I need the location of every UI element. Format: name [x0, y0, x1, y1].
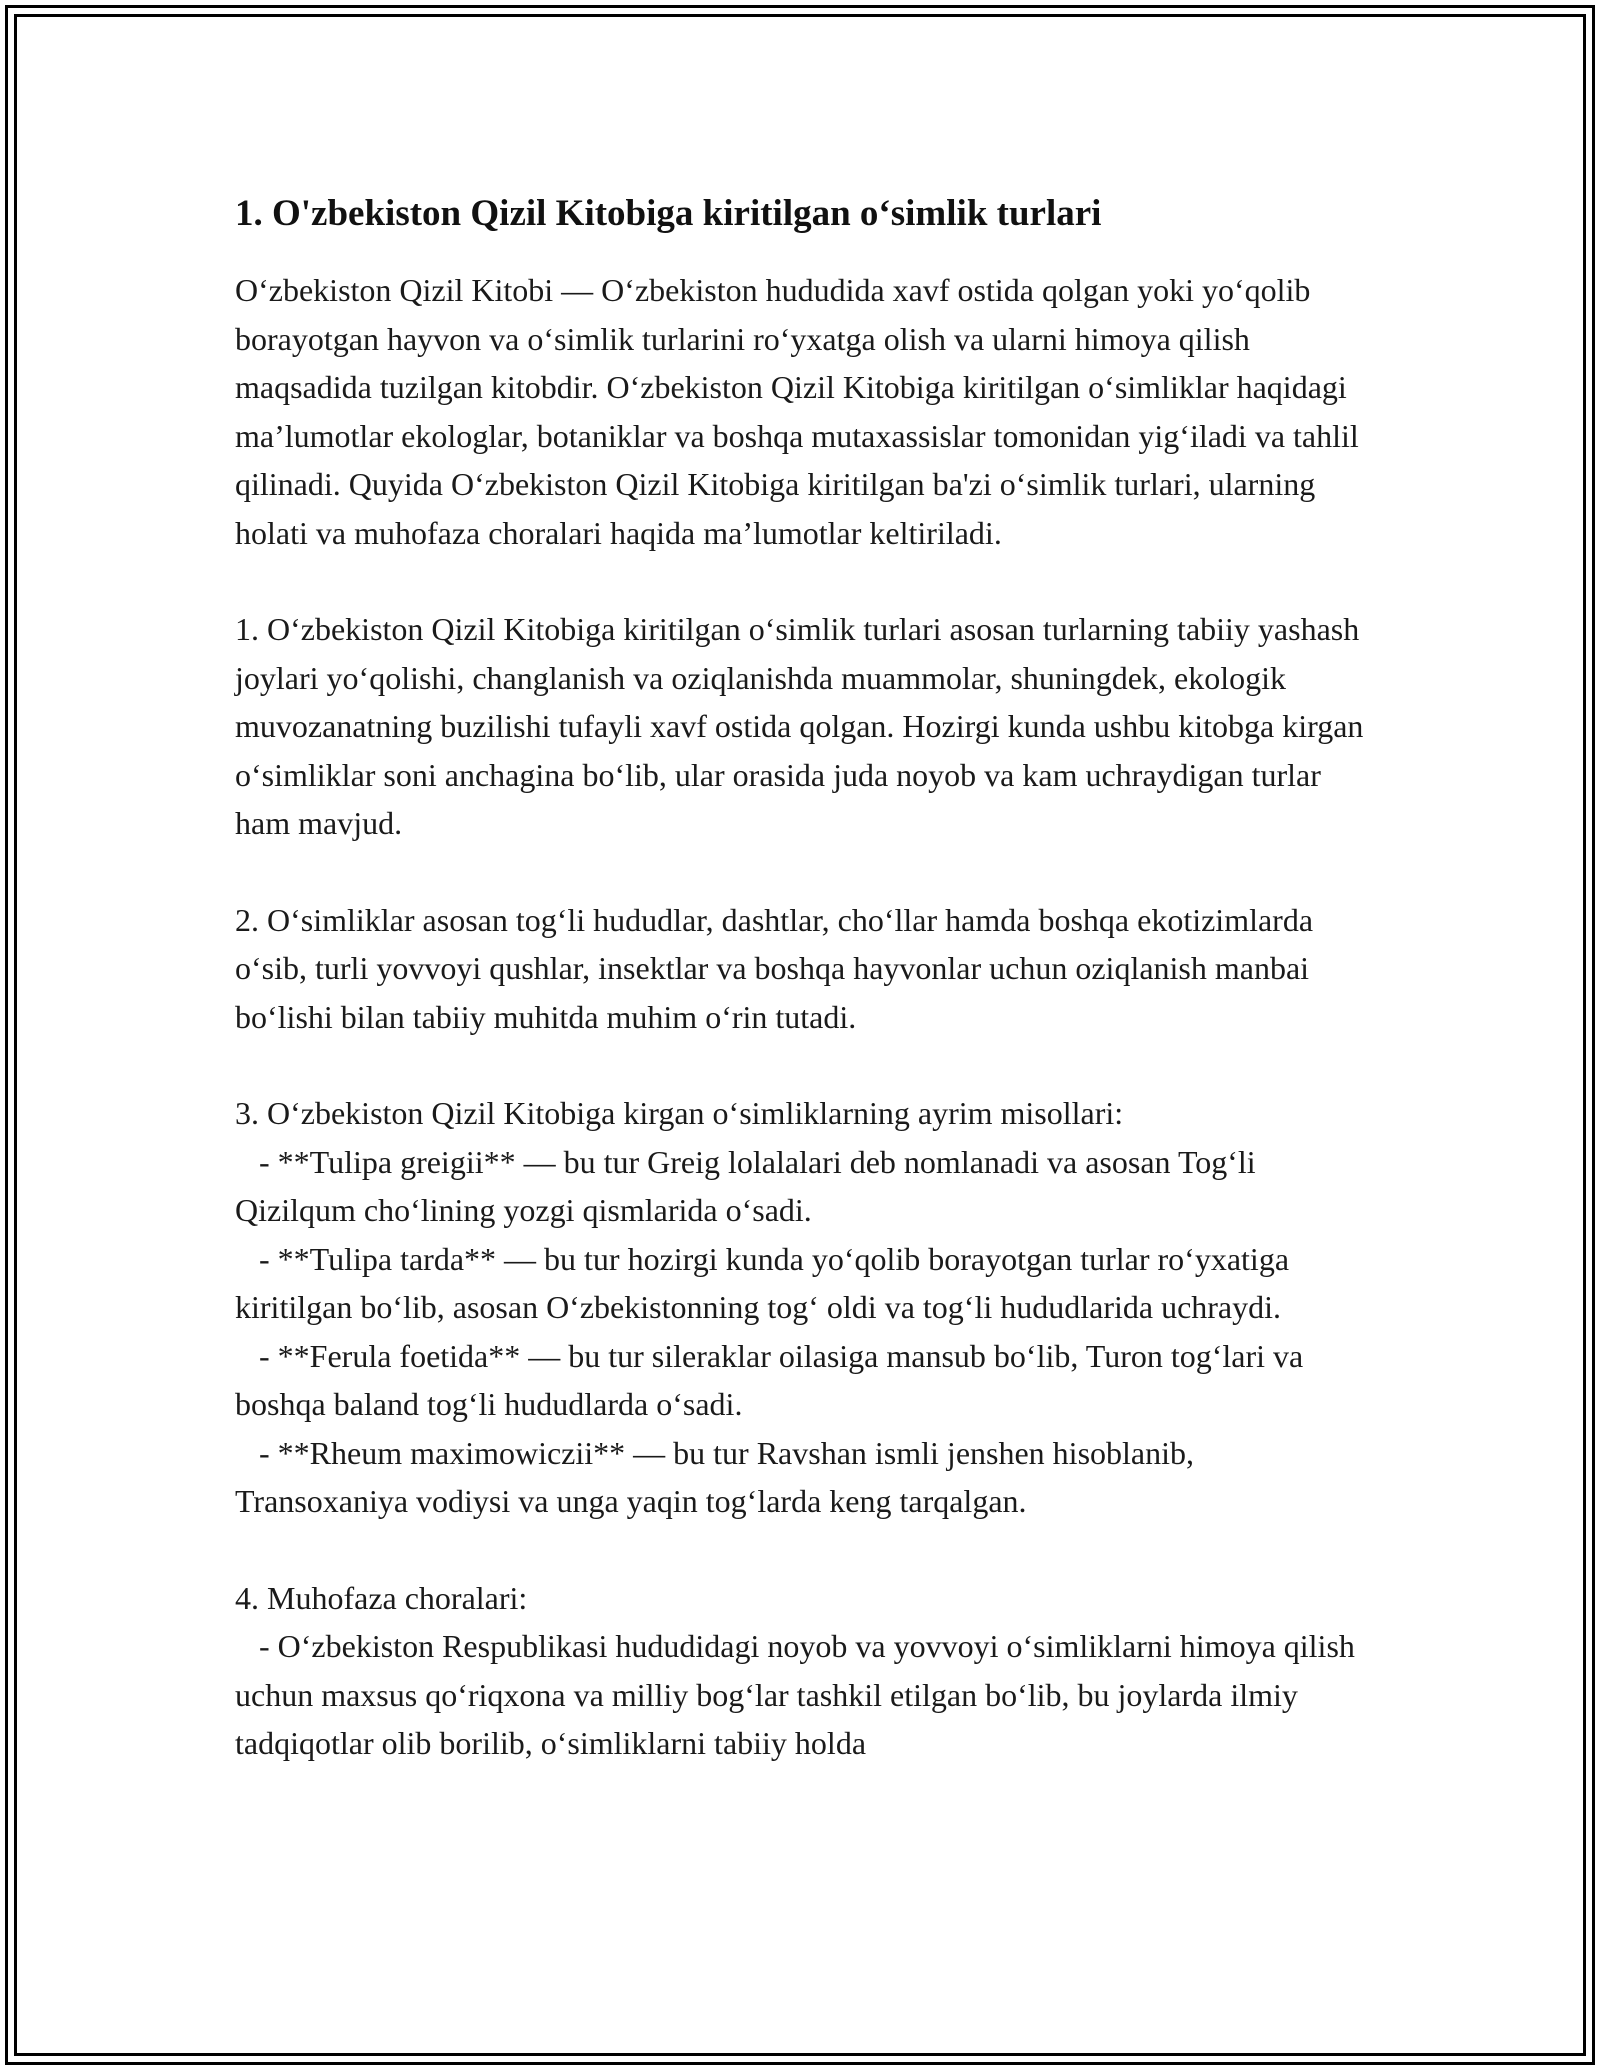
intro-paragraph: O‘zbekiston Qizil Kitobi — O‘zbekiston hududida xavf ostida qolgan yoki yo‘qolib borayotgan hayvon va o‘simlik turlarini ro‘yxatga olish va ularni himoya qilish maqsadida tuzilgan kitobdir. O‘zbekiston Qizil Kitobiga kiritilgan o‘simliklar haqidagi ma’lumotlar ekologlar, botaniklar va boshqa mutaxassislar tomonidan yig‘iladi va tahlil qilinadi. Quyida O‘zbekiston Qizil Kitobiga kiritilgan ba'zi o‘simlik turlari, ularning holati va muhofaza choralari haqida ma’lumotlar keltiriladi. — [235, 272, 1367, 551]
paragraph-spacer — [235, 1041, 1365, 1089]
point-3-examples-paragraph: 3. O‘zbekiston Qizil Kitobiga kirgan o‘simliklarning ayrim misollari: - **Tulipa greigii** — bu tur Greig lolalalari deb nomlanadi va asosan Tog‘li Qizilqum cho‘lining yozgi qismlarida o‘sadi. - **Tulipa tarda** — bu tur hozirgi kunda yo‘qolib borayotgan turlar ro‘yxatiga kiritilgan bo‘lib, asosan O‘zbekistonning tog‘ oldi va tog‘li hududlarida uchraydi. - **Ferula foetida** — bu tur sileraklar oilasiga mansub bo‘lib, Turon tog‘lari va boshqa baland tog‘li hududlarda o‘sadi. - **Rheum maximowiczii** — bu tur Ravshan ismli jenshen hisoblanib, Transoxaniya vodiysi va unga yaqin tog‘larda keng tarqalgan. — [235, 1095, 1304, 1519]
paragraph-spacer — [235, 848, 1365, 896]
paragraph-spacer — [235, 557, 1365, 605]
paragraph-spacer — [235, 1526, 1365, 1574]
document-body — [235, 186, 1372, 1768]
point-1-paragraph: 1. O‘zbekiston Qizil Kitobiga kiritilgan o‘simlik turlari asosan turlarning tabiiy yashash joylari yo‘qolishi, changlanish va oziqlanishda muammolar, shuningdek, ekologik muvozanatning buzilishi tufayli xavf ostida qolgan. Hozirgi kunda ushbu kitobga kirgan o‘simliklar soni anchagina bo‘lib, ular orasida juda noyob va kam uchraydigan turlar ham mavjud. — [235, 611, 1372, 841]
section-heading: 1. O'zbekiston Qizil Kitobiga kiritilgan o‘simlik turlari — [235, 193, 1102, 234]
point-2-paragraph: 2. O‘simliklar asosan tog‘li hududlar, dashtlar, cho‘llar hamda boshqa ekotizimlarda o‘sib, turli yovvoyi qushlar, insektlar va boshqa hayvonlar uchun oziqlanish manbai bo‘lishi bilan tabiiy muhitda muhim o‘rin tutadi. — [235, 901, 1322, 1035]
point-4-protection-paragraph: 4. Muhofaza choralari: - O‘zbekiston Respublikasi hududidagi noyob va yovvoyi o‘simliklarni himoya qilish uchun maxsus qo‘riqxona va milliy bog‘lar tashkil etilgan bo‘lib, bu joylarda ilmiy tadqiqotlar olib borilib, o‘simliklarni tabiiy holda — [235, 1579, 1355, 1761]
